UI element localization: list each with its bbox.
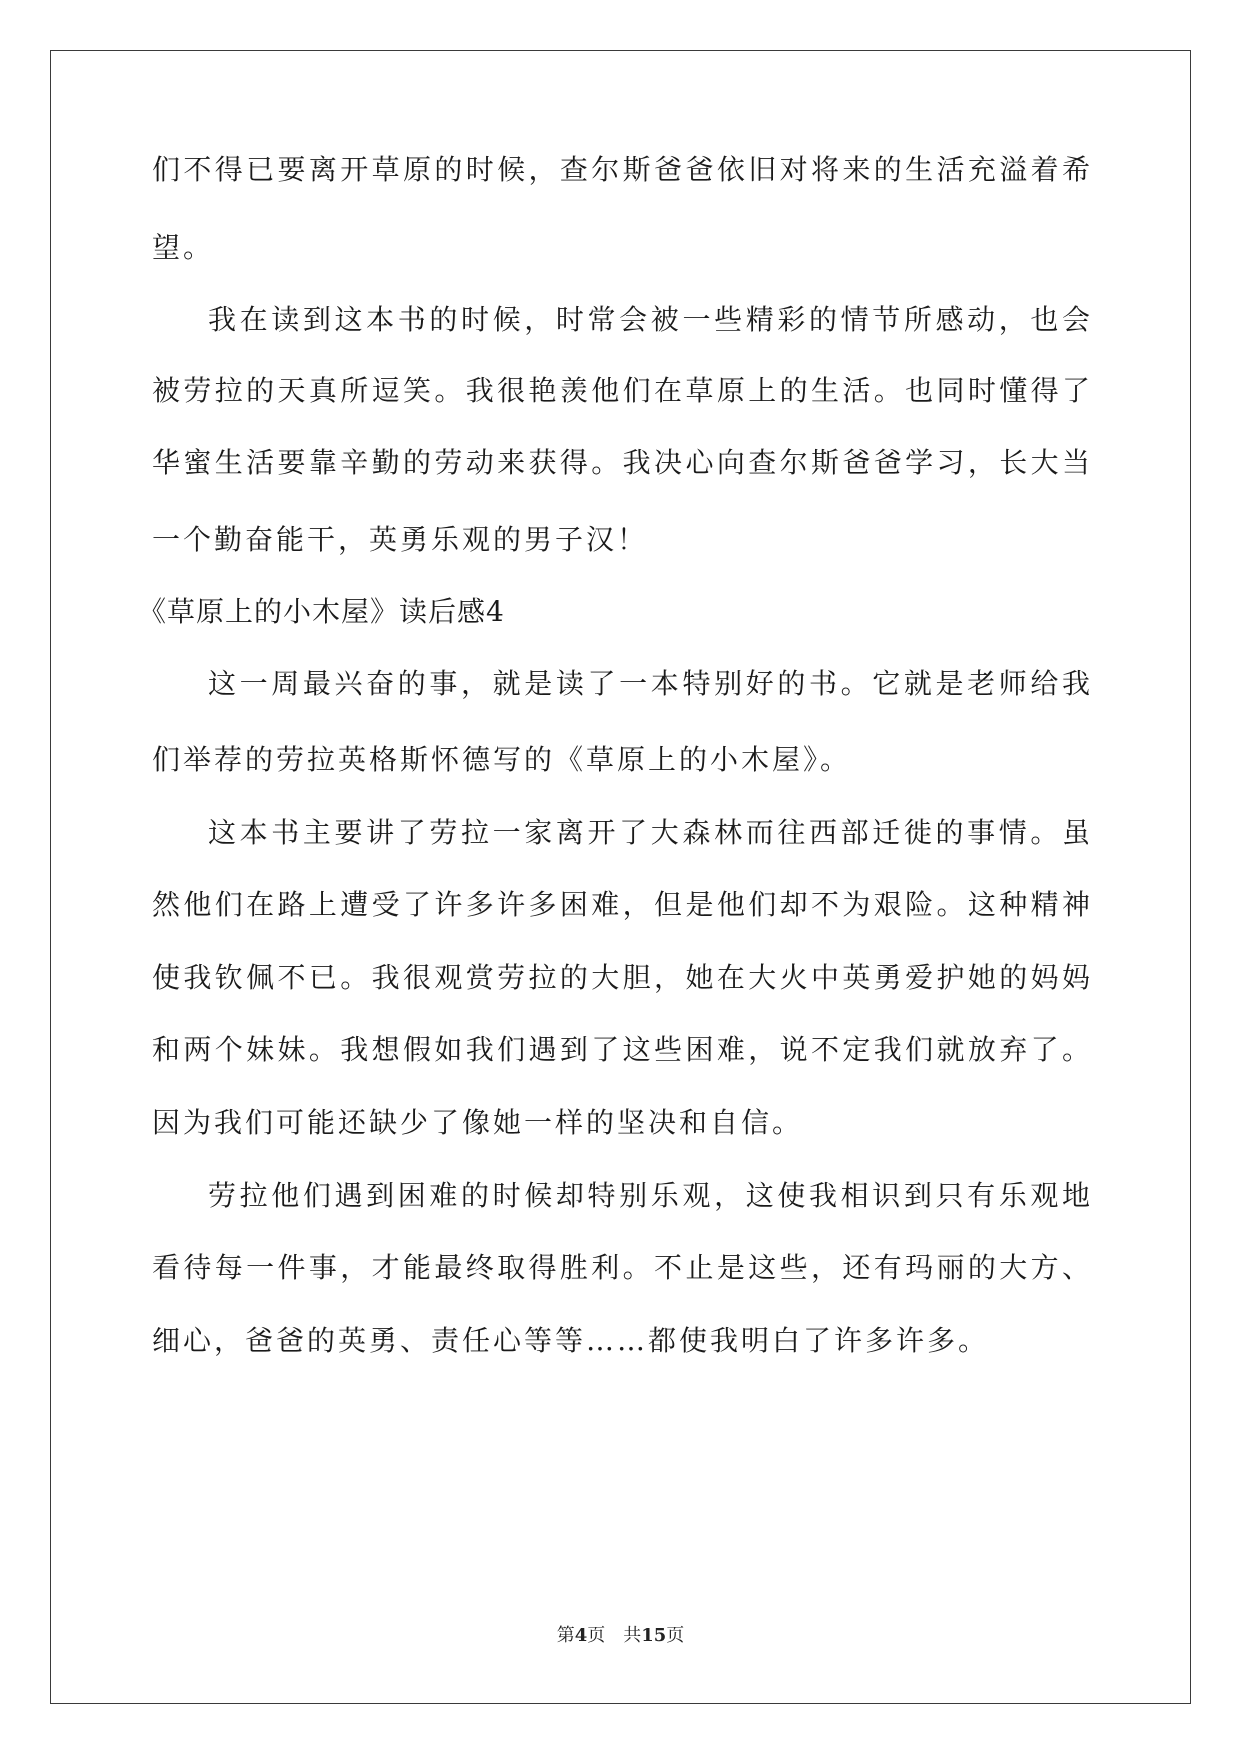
section-heading: 《草原上的小木屋》读后感4 [138,595,505,628]
paragraph-start-line: 这一周最兴奋的事，就是读了一本特别好的书。它就是老师给我 [208,667,1090,700]
body-line: 使我钦佩不已。我很观赏劳拉的大胆，她在大火中英勇爱护她的妈妈 [152,961,1090,994]
body-line: 看待每一件事，才能最终取得胜利。不止是这些，还有玛丽的大方、 [152,1251,1090,1284]
body-line: 细心，爸爸的英勇、责任心等等……都使我明白了许多许多。 [152,1324,990,1357]
total-prefix: 共 [623,1625,642,1646]
page-suffix: 页 [587,1625,606,1646]
page-prefix: 第 [556,1625,575,1646]
total-pages: 15 [641,1625,667,1646]
page-border [50,50,1191,1704]
body-line: 们举荐的劳拉英格斯怀德写的《草原上的小木屋》。 [152,743,852,776]
body-line: 华蜜生活要靠辛勤的劳动来获得。我决心向查尔斯爸爸学习，长大当 [152,446,1090,479]
body-line: 被劳拉的天真所逗笑。我很艳羡他们在草原上的生活。也同时懂得了 [152,374,1090,407]
body-line: 然他们在路上遭受了许多许多困难，但是他们却不为艰险。这种精神 [152,888,1090,921]
body-line: 一个勤奋能干，英勇乐观的男子汉！ [152,523,649,556]
body-line: 们不得已要离开草原的时候，查尔斯爸爸依旧对将来的生活充溢着希 [152,153,1090,186]
body-line: 因为我们可能还缺少了像她一样的坚决和自信。 [152,1106,804,1139]
total-suffix: 页 [666,1625,685,1646]
paragraph-start-line: 我在读到这本书的时候，时常会被一些精彩的情节所感动，也会 [208,303,1090,336]
page-footer [0,1624,1241,1648]
body-line: 望。 [152,231,215,264]
body-line: 和两个妹妹。我想假如我们遇到了这些困难，说不定我们就放弃了。 [152,1033,1090,1066]
page-number: 4 [574,1625,588,1646]
paragraph-start-line: 劳拉他们遇到困难的时候却特别乐观，这使我相识到只有乐观地 [208,1179,1090,1212]
paragraph-start-line: 这本书主要讲了劳拉一家离开了大森林而往西部迁徙的事情。虽 [208,816,1090,849]
